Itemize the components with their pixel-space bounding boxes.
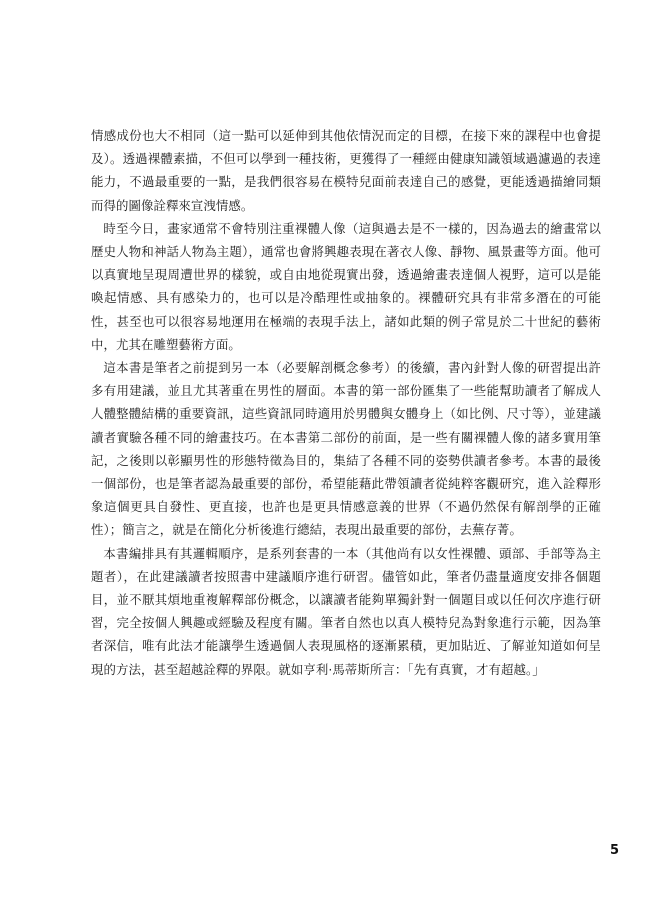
body-paragraph-1: 情感成份也大不相同（這一點可以延伸到其他依情況而定的目標，在接下來的課程中也會提及）。透過裸體素描，不但可以學到一種技術，更獲得了一種經由健康知識領域過濾過的表達能力，不過最重要的一點，是我們很容易在模特兒面前表達自己的感覺，更能透過描繪同類而得的圖像詮釋來宣洩情感。 xyxy=(91,128,601,213)
body-paragraph-3: 這本書是筆者之前提到另一本（必要解剖概念參考）的後續，書內針對人像的研習提出許多有用建議，並且尤其著重在男性的層面。本書的第一部份匯集了一些能幫助讀者了解成人人體整體結構的重要資訊，這些資訊同時適用於男體與女體身上（如比例、尺寸等），並建議讀者實驗各種不同的繪畫技巧。在本書第二部份的前面，是一些有關裸體人像的諸多實用筆記，之後則以彰顯男性的形態特徵為目的，集結了各種不同的姿勢供讀者參考。本書的最後一個部份，也是筆者認為最重要的部份，希望能藉此帶領讀者從純粹客觀研究，進入詮釋形象這個更具自發性、更直接，也許也是更具情感意義的世界（不過仍然保有解剖學的正確性）；簡言之，就是在簡化分析後進行總結，表現出最重要的部份，去蕪存菁。 xyxy=(91,360,601,538)
page-body xyxy=(91,124,601,681)
body-paragraph-4: 本書編排具有其邏輯順序，是系列套書的一本（其他尚有以女性裸體、頭部、手部等為主題者），在此建議讀者按照書中建議順序進行研習。儘管如此，筆者仍盡量適度安排各個題目，並不厭其煩地重複解釋部份概念，以讓讀者能夠單獨針對一個題目或以任何次序進行研習，完全按個人興趣或經驗及程度有關。筆者自然也以真人模特兒為對象進行示範，因為筆者深信，唯有此法才能讓學生透過個人表現風格的逐漸累積，更加貼近、了解並知道如何呈現的方法，甚至超越詮釋的界限。就如亨利·馬蒂斯所言：「先有真實，才有超越。」 xyxy=(91,545,601,677)
body-paragraph-2: 時至今日，畫家通常不會特別注重裸體人像（這與過去是不一樣的，因為過去的繪畫常以歷史人物和神話人物為主題），通常也會將興趣表現在著衣人像、靜物、風景畫等方面。他可以真實地呈現周遭世界的樣貌，或自由地從現實出發，透過繪畫表達個人視野，這可以是能喚起情感、具有感染力的，也可以是冷酷理性或抽象的。裸體研究具有非常多潛在的可能性，甚至也可以很容易地運用在極端的表現手法上，諸如此類的例子常見於二十世紀的藝術中，尤其在雕塑藝術方面。 xyxy=(91,220,601,352)
page-number: 5 xyxy=(610,843,620,858)
